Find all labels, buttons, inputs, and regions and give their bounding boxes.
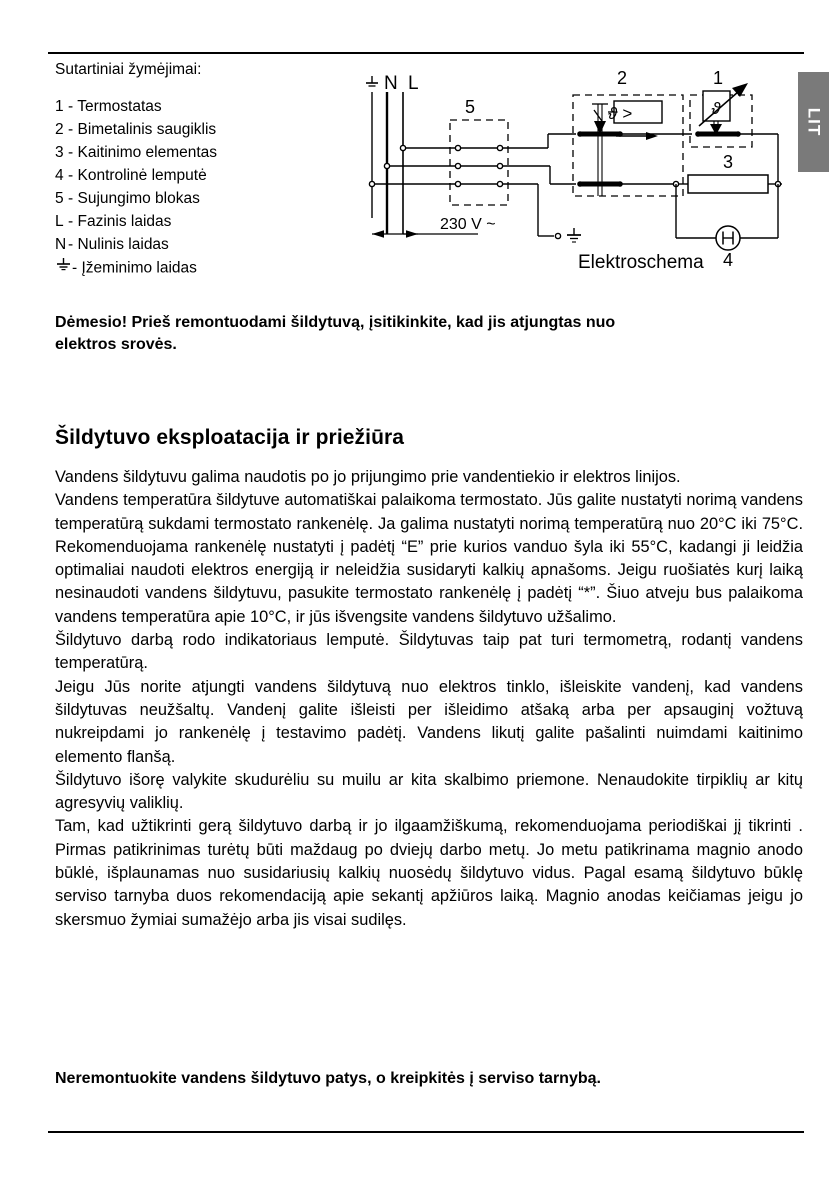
schematic-caption: Elektroschema <box>578 252 704 273</box>
legend-key: 1 <box>55 97 64 115</box>
legend-dash: - <box>68 120 74 138</box>
legend-key: L <box>55 212 64 230</box>
language-tab-label: LIT <box>804 107 823 137</box>
legend-label: Sujungimo blokas <box>77 189 200 207</box>
paragraph: Šildytuvo išorę valykite skudurėliu su muilu ar kita skalbimo priemone. Nenaudokite tirpiklių ar kitų agresyvių valiklių. <box>55 770 803 813</box>
label-bimetal-fuse: 2 <box>616 68 628 88</box>
earth-ground-icon <box>55 257 72 278</box>
legend-item-1 <box>55 97 355 116</box>
warning-line-1: Dėmesio! Prieš remontuodami šildytuvą, įsitikinkite, kad jis atjungtas nuo <box>55 314 616 331</box>
legend-title: Sutartiniai žymėjimai: <box>55 61 202 78</box>
fuse-contact-bottom <box>577 181 623 187</box>
legend-label: Bimetalinis saugiklis <box>77 120 217 138</box>
paragraph: Vandens šildytuvu galima naudotis po jo prijungimo prie vandentiekio ir elektros linijos. <box>55 468 681 486</box>
label-voltage: 230 V ~ <box>440 216 496 233</box>
legend-item-5 <box>55 189 355 208</box>
label-line: L <box>408 73 419 94</box>
warning-line-2: elektros srovės. <box>55 335 177 353</box>
language-tab-lit <box>798 72 829 172</box>
electrical-warning <box>55 312 803 355</box>
legend-label: Įžeminimo laidas <box>81 259 197 277</box>
label-thermostat: 1 <box>712 68 724 88</box>
supply-earth-icon <box>366 76 378 86</box>
section-heading: Šildytuvo eksploatacija ir priežiūra <box>55 426 405 450</box>
header-rule <box>48 52 804 54</box>
legend-dash: - <box>68 97 74 115</box>
theta-symbol: ϑ <box>711 99 721 118</box>
footer-rule <box>48 1131 804 1133</box>
legend-key: N <box>55 235 67 253</box>
label-heating-element: 3 <box>722 152 734 172</box>
legend-label: Kaitinimo elementas <box>77 143 218 161</box>
legend-item-earth <box>55 258 355 277</box>
legend-list <box>55 97 355 277</box>
legend-key: 5 <box>55 189 64 207</box>
legend-dash: - <box>68 212 74 230</box>
label-neutral: N <box>384 73 398 94</box>
paragraph: Šildytuvo darbą rodo indikatoriaus lemputė. Šildytuvas taip pat turi termometrą, rodantį vandens temperatūrą. <box>55 631 803 673</box>
paragraph: Vandens temperatūra šildytuve automatiškai palaikoma termostato. Jūs galite nustatyti norimą vandens temperatūrą sukdami termostato rankenėlę. Ja galima nustatyti norimą temperatūrą nuo 20°C iki 75°C. Rekomenduojama rankenėlę nustatyti į padėtį “E” prie kurios vanduo šyla iki 55°C, kadangi ji leidžia optimaliai naudoti elektros energiją ir neleidžia susidaryti kalkių apnašoms. Jeigu ruošiatės kurį laiką nesinaudoti vandens šildytuvu, pasukite termostato rankenėlę į padėtį “*”. Šiuo atveju bus palaikoma vandens temperatūra apie 10°C, ir jūs išvengsite vandens šildytuvo užšalimo. <box>55 491 803 626</box>
label-indicator-lamp: 4 <box>722 250 734 270</box>
legend-label: Fazinis laidas <box>77 212 172 230</box>
paragraph: Tam, kad užtikrinti gerą šildytuvo darbą ir jo ilgaamžiškumą, rekomenduojama periodiškai jį tikrinti . Pirmas patikrinimas turėtų būti maždaug po dviejų darbo metų. Jo metu patikrinama magnio anodo būklė, išplaunamas nuo susidariusių kalkių nuosėdų šildytuvo vidus. Pagal esamą šildytuvo būklę serviso tarnyba duos rekomendaciją apie sekantį apžiūros laiką. Magnio anodas keičiamas jeigu jo skersmuo žymiai sumažėjo arba jis visai sudilęs. <box>55 817 803 929</box>
legend-block <box>55 62 355 281</box>
legend-item-l <box>55 212 355 231</box>
legend-label: Kontrolinė lemputė <box>77 166 207 184</box>
legend-item-4 <box>55 166 355 185</box>
service-notice: Neremontuokite vandens šildytuvo patys, o kreipkitės į serviso tarnybą. <box>55 1070 601 1087</box>
label-terminal-block: 5 <box>464 97 476 117</box>
legend-dash: - <box>68 235 74 253</box>
legend-label: Nulinis laidas <box>77 235 169 253</box>
legend-label: Termostatas <box>77 97 162 115</box>
legend-item-2 <box>55 120 355 139</box>
legend-dash: - <box>68 166 74 184</box>
thermostat-contact <box>695 131 741 137</box>
legend-dash: - <box>68 143 74 161</box>
paragraph: Jeigu Jūs norite atjungti vandens šildytuvą nuo elektros tinklo, išleiskite vandenį, kad vandens šildytuvas neužšaltų. Vandenį galite išleisti per išleidimo atšaką arba per apsauginį vožtuvą nukreipdami jo rankenėlę į testavimo padėtį. Vandens likutį galite pašalinti nuimdami kaitinimo elemento flanšą. <box>55 677 803 766</box>
chassis-earth-icon <box>567 228 581 242</box>
legend-key: 3 <box>55 143 64 161</box>
schematic-svg <box>358 58 798 293</box>
body-text <box>55 466 803 932</box>
legend-item-3 <box>55 143 355 162</box>
legend-dash: - <box>72 259 78 277</box>
electrical-schematic <box>358 58 798 293</box>
legend-dash: - <box>68 189 74 207</box>
legend-key: 2 <box>55 120 64 138</box>
legend-item-n <box>55 235 355 254</box>
legend-key: 4 <box>55 166 64 184</box>
theta-greater-symbol: ϑ > <box>608 104 632 123</box>
